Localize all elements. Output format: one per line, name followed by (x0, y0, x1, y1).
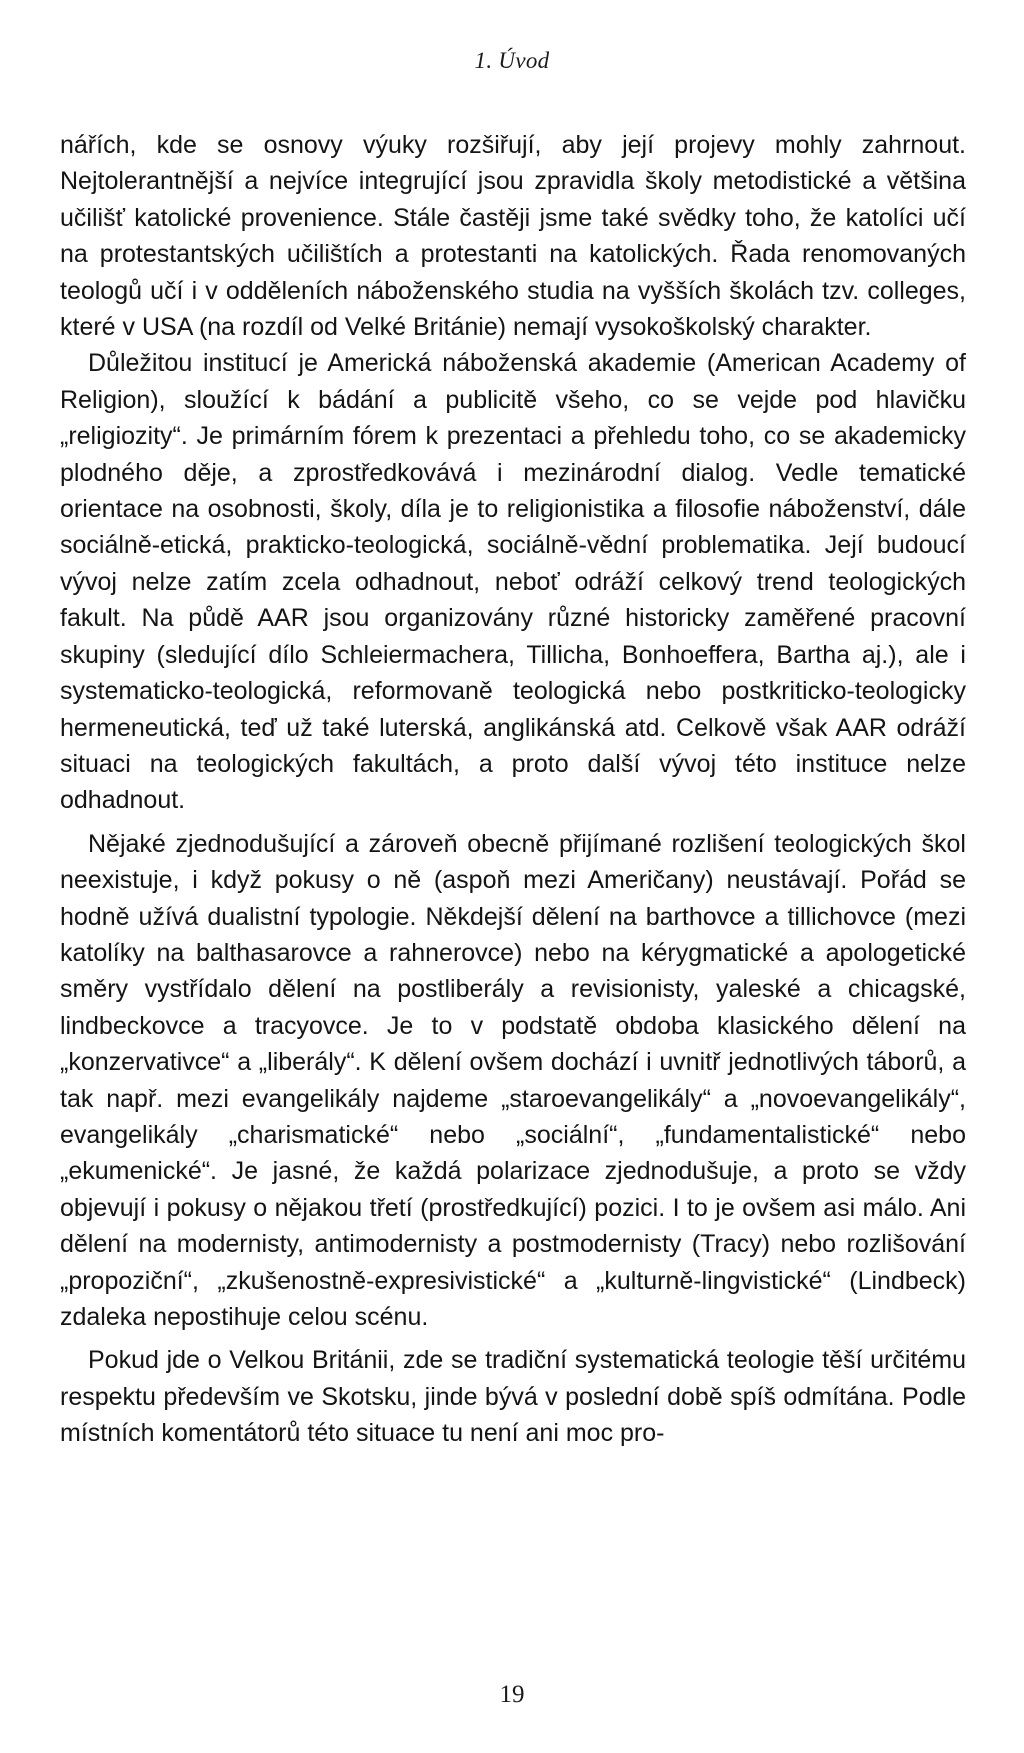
paragraph-aar: Důležitou institucí je Americká náboženská akademie (American Academy of Religion), sloužící k bádání a publicitě všeho, co se vejde pod hlavičku „religiozity“. Je primárním fórem k prezentaci a přehledu toho, co se akademicky plodného děje, a zprostředkovává i mezinárodní dialog. Vedle tematické orientace na osobnosti, školy, díla je to religionistika a filosofie náboženství, dále sociálně-etická, prakticko-teologická, sociálně-vědní problematika. Její budoucí vývoj nelze zatím zcela odhadnout, neboť odráží celkový trend teologických fakult. Na půdě AAR jsou organizovány různé historicky zaměřené pracovní skupiny (sledující dílo Schleiermachera, Tillicha, Bonhoeffera, Bartha aj.), ale i systematicko-teologická, reformovaně teologická nebo postkriticko-teologicky hermeneutická, teď už také luterská, anglikánská atd. Celkově však AAR odráží situaci na teologických fakultách, a proto další vývoj této instituce nelze odhadnout. (60, 349, 966, 815)
paragraph-typology: Nějaké zjednodušující a zároveň obecně přijímané rozlišení teologických škol neexistuje, i když pokusy o ně (aspoň mezi Američany) neustávají. Pořád se hodně užívá dualistní typologie. Někdejší dělení na barthovce a tillichovce (mezi katolíky na balthasarovce a rahnerovce) nebo na kérygmatické a apologetické směry vystřídalo dělení na postliberály a revisionisty, yaleské a chicagské, lindbeckovce a tracyovce. Je to v podstatě obdoba klasického dělení na „konzervativce“ a „liberály“. K dělení ovšem dochází i uvnitř jednotlivých táborů, a tak např. mezi evangelikály najdeme „staroevangelikály“ a „novoevangelikály“, evangelikály „charismatické“ nebo „sociální“, „fundamentalistické“ nebo „ekumenické“. Je jasné, že každá polarizace zjednodušuje, a proto se vždy objevují i pokusy o nějakou třetí (prostředkující) pozici. I to je ovšem asi málo. Ani dělení na modernisty, antimodernisty a postmodernisty (Tracy) nebo rozlišování „propoziční“, „zkušenostně-expresivistické“ a „kulturně-lingvistické“ (Lindbeck) zdaleka nepostihuje celou scénu. (60, 829, 966, 1331)
paragraph-britain: Pokud jde o Velkou Británii, zde se tradiční systematická teologie těší určitému respektu především ve Skotsku, jinde bývá v poslední době spíš odmítána. Podle místních komentátorů této situace tu není ani moc pro- (60, 1346, 966, 1448)
page-number: 19 (499, 1681, 525, 1708)
body-text (60, 127, 966, 1452)
running-header: 1. Úvod (474, 48, 550, 73)
paragraph-continuation: nářích, kde se osnovy výuky rozšiřují, aby její projevy mohly zahrnout. Nejtolerantnější a nejvíce integrující jsou zpravidla školy metodistické a většina učilišť katolické provenience. Stále častěji jsme také svědky toho, že katolíci učí na protestantských učilištích a protestanti na katolických. Řada renomovaných teologů učí i v odděleních náboženského studia na vyšších školách tzv. colleges, které v USA (na rozdíl od Velké Británie) nemají vysokoškolský charakter. (60, 131, 966, 342)
